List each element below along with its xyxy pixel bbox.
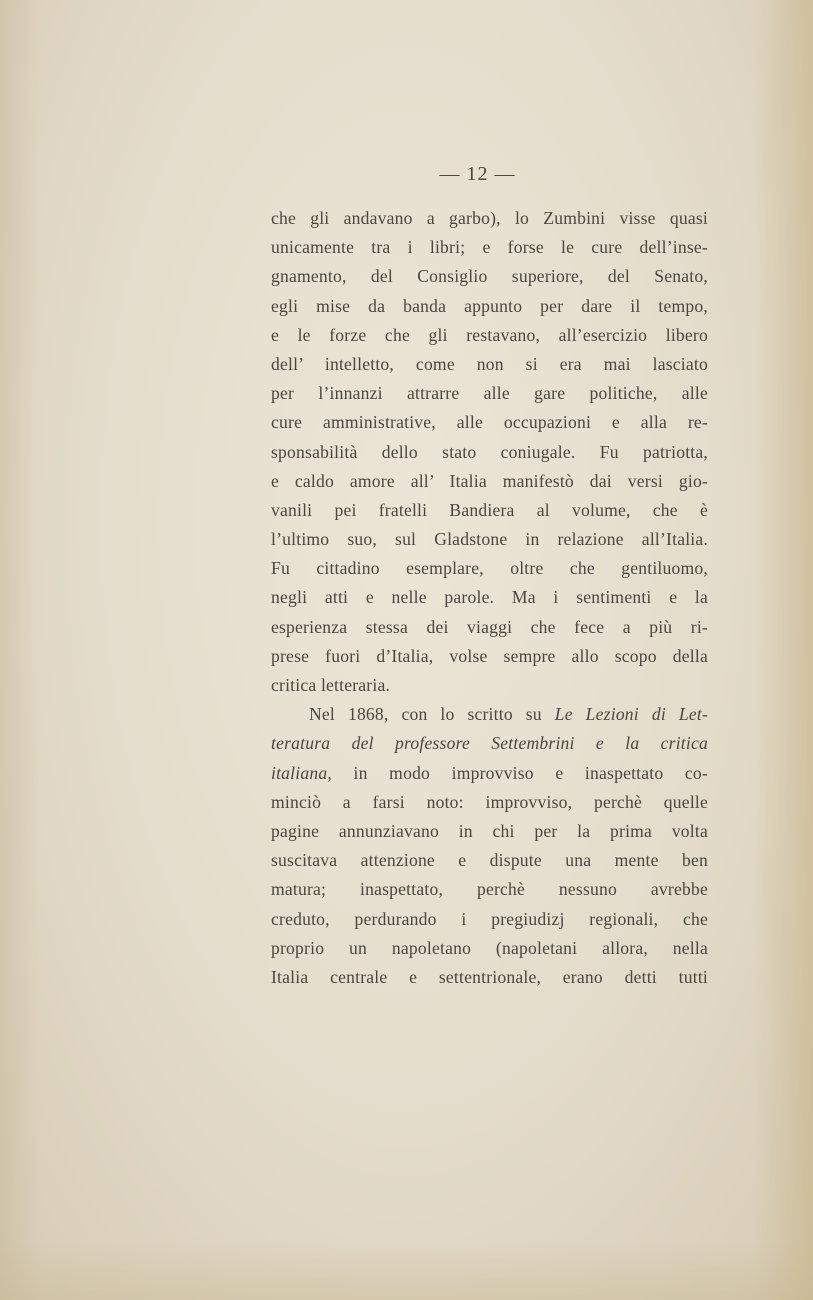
text-line: critica letteraria. xyxy=(271,675,391,695)
text-line xyxy=(271,759,708,788)
text-line: suscitava attenzione e dispute una mente ben xyxy=(271,850,708,871)
body-text xyxy=(271,204,708,992)
text-line: esperienza stessa dei viaggi che fece a più ri- xyxy=(271,616,708,637)
text-line xyxy=(271,729,708,758)
text-line: sponsabilità dello stato coniugale. Fu patriotta, xyxy=(271,441,708,462)
text-line: creduto, perdurando i pregiudizj regionali, che xyxy=(271,908,708,929)
page-number: — 12 — xyxy=(439,163,516,185)
paper-edge-left xyxy=(0,0,40,1300)
text-run: Nel 1868, con lo scritto su xyxy=(309,704,555,725)
text-line: vanili pei fratelli Bandiera al volume, che è xyxy=(271,499,708,520)
text-line: minciò a farsi noto: improvviso, perchè quelle xyxy=(271,791,708,812)
text-line: pagine annunziavano in chi per la prima volta xyxy=(271,820,708,841)
text-line: dell’ intelletto, come non si era mai lasciato xyxy=(271,353,708,374)
paragraph-start-line xyxy=(271,700,708,729)
book-title-italic: teratura del professore Settembrini e la critica xyxy=(271,733,708,754)
text-line: matura; inaspettato, perchè nessuno avrebbe xyxy=(271,879,708,900)
text-run: in modo improvviso e inaspettato co- xyxy=(331,762,708,783)
text-line: per l’innanzi attrarre alle gare politiche, alle xyxy=(271,383,708,404)
text-line: Italia centrale e settentrionale, erano detti tutti xyxy=(271,966,708,987)
text-line: e le forze che gli restavano, all’esercizio libero xyxy=(271,324,708,345)
text-line: l’ultimo suo, sul Gladstone in relazione all’Italia. xyxy=(271,529,708,550)
text-line: negli atti e nelle parole. Ma i sentimenti e la xyxy=(271,587,708,608)
text-line: Fu cittadino esemplare, oltre che gentiluomo, xyxy=(271,558,708,579)
text-line: unicamente tra i libri; e forse le cure dell’inse- xyxy=(271,237,708,258)
text-line: cure amministrative, alle occupazioni e alla re- xyxy=(271,412,708,433)
text-line: proprio un napoletano (napoletani allora, nella xyxy=(271,937,708,958)
paper-edge-bottom xyxy=(0,1240,813,1300)
text-line: egli mise da banda appunto per dare il tempo, xyxy=(271,295,708,316)
text-line: prese fuori d’Italia, volse sempre allo scopo della xyxy=(271,645,708,666)
book-title-italic: Le Lezioni di Let- xyxy=(554,704,709,725)
text-line: che gli andavano a garbo), lo Zumbini visse quasi xyxy=(271,208,708,228)
text-line: gnamento, del Consiglio superiore, del Senato, xyxy=(271,266,708,287)
book-title-italic: italiana, xyxy=(271,762,332,783)
paper-edge-right xyxy=(753,0,813,1300)
text-line: e caldo amore all’ Italia manifestò dai versi gio- xyxy=(271,470,708,491)
